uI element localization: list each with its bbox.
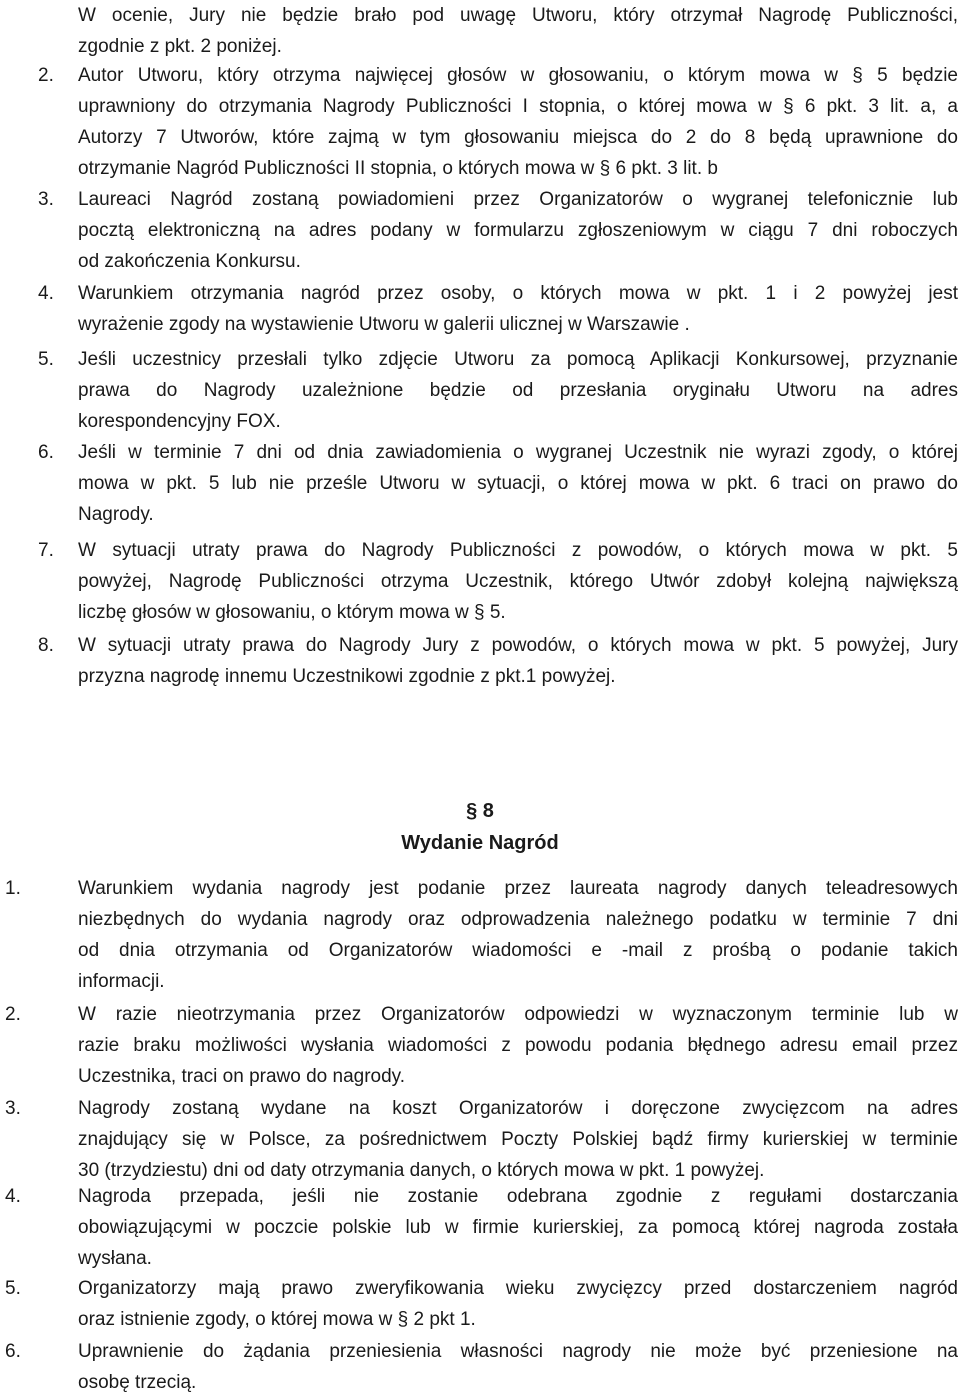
text-line: wyrażenie zgody na wystawienie Utworu w galerii ulicznej w Warszawie . xyxy=(78,314,690,335)
item-text xyxy=(78,184,958,277)
text-line: W ocenie, Jury nie będzie brało pod uwagę Utworu, który otrzymał Nagrodę Publiczności, xyxy=(78,5,958,26)
item-number: 3. xyxy=(38,189,54,210)
text-line: niezbędnych do wydania nagrody oraz odprowadzenia należnego podatku w terminie 7 dni xyxy=(78,909,958,930)
text-line: Jeśli w terminie 7 dni od dnia zawiadomienia o wygranej Uczestnik nie wyrazi zgody, o której xyxy=(78,442,958,463)
text-line: Organizatorzy mają prawo zweryfikowania wieku zwycięzcy przed dostarczeniem nagród xyxy=(78,1278,958,1299)
text-line: Warunkiem otrzymania nagród przez osoby, o których mowa w pkt. 1 i 2 powyżej jest xyxy=(78,283,958,304)
text-line: wysłana. xyxy=(78,1248,152,1269)
text-line: mowa w pkt. 5 lub nie prześle Utworu w sytuacji, o której mowa w pkt. 6 traci on prawo do xyxy=(78,473,958,494)
item-number: 6. xyxy=(38,442,54,463)
text-line: przyzna nagrodę innemu Uczestnikowi zgodnie z pkt.1 powyżej. xyxy=(78,666,616,687)
text-line: Uprawnienie do żądania przeniesienia własności nagrody nie może być przeniesione na xyxy=(78,1341,958,1362)
text-line: Nagrody zostaną wydane na koszt Organizatorów i doręczone zwycięzcom na adres xyxy=(78,1098,958,1119)
item-text xyxy=(78,630,958,692)
item-text xyxy=(78,999,958,1092)
item-text xyxy=(78,535,958,628)
text-line: Jeśli uczestnicy przesłali tylko zdjęcie Utworu za pomocą Aplikacji Konkursowej, przyznanie xyxy=(78,349,958,370)
item-text xyxy=(78,1181,958,1274)
text-line: Autor Utworu, który otrzyma najwięcej głosów w głosowaniu, o którym mowa w § 5 będzie xyxy=(78,65,958,86)
text-line: informacji. xyxy=(78,971,165,992)
text-line: znajdujący się w Polsce, za pośrednictwem Poczty Polskiej bądź firmy kurierskiej w terminie xyxy=(78,1129,958,1150)
text-line: otrzymanie Nagród Publiczności II stopnia, o których mowa w § 6 pkt. 3 lit. b xyxy=(78,158,718,179)
text-line: korespondencyjny FOX. xyxy=(78,411,281,432)
text-line: obowiązującymi w poczcie polskie lub w firmie kurierskiej, za pomocą której nagroda została xyxy=(78,1217,958,1238)
item-text xyxy=(78,0,958,62)
item-text xyxy=(78,1093,958,1186)
text-line: W sytuacji utraty prawa do Nagrody Jury z powodów, o których mowa w pkt. 5 powyżej, Jury xyxy=(78,635,958,656)
text-line: powyżej, Nagrodę Publiczności otrzyma Uczestnik, którego Utwór zdobył kolejną największą xyxy=(78,571,958,592)
item-number: 5. xyxy=(38,349,54,370)
item-number: 4. xyxy=(38,283,54,304)
text-line: 30 (trzydziestu) dni od daty otrzymania danych, o których mowa w pkt. 1 powyżej. xyxy=(78,1160,765,1181)
item-number: 4. xyxy=(5,1186,21,1207)
item-number: 3. xyxy=(5,1098,21,1119)
text-line: uprawniony do otrzymania Nagrody Publiczności I stopnia, o której mowa w § 6 pkt. 3 lit. a, a xyxy=(78,96,958,117)
text-line: Nagroda przepada, jeśli nie zostanie odebrana zgodnie z regułami dostarczania xyxy=(78,1186,958,1207)
item-text xyxy=(78,1336,958,1398)
item-number: 6. xyxy=(5,1341,21,1362)
text-line: W sytuacji utraty prawa do Nagrody Publiczności z powodów, o których mowa w pkt. 5 xyxy=(78,540,958,561)
item-text xyxy=(78,60,958,184)
item-text xyxy=(78,437,958,530)
text-line: oraz istnienie zgody, o której mowa w § 2 pkt 1. xyxy=(78,1309,476,1330)
text-line: zgodnie z pkt. 2 poniżej. xyxy=(78,36,282,57)
text-line: osobę trzecią. xyxy=(78,1372,197,1393)
text-line: razie braku możliwości wysłania wiadomości z powodu podania błędnego adresu email przez xyxy=(78,1035,958,1056)
item-text xyxy=(78,278,958,340)
item-text xyxy=(78,1273,958,1335)
item-number: 8. xyxy=(38,635,54,656)
item-number: 7. xyxy=(38,540,54,561)
text-line: Laureaci Nagród zostaną powiadomieni przez Organizatorów o wygranej telefonicznie lub xyxy=(78,189,958,210)
item-text xyxy=(78,873,958,997)
text-line: od zakończenia Konkursu. xyxy=(78,251,301,272)
section-number: § 8 xyxy=(466,800,494,822)
item-number: 5. xyxy=(5,1278,21,1299)
section-title: Wydanie Nagród xyxy=(401,832,559,854)
item-number: 1. xyxy=(5,878,21,899)
text-line: od dnia otrzymania od Organizatorów wiadomości e -mail z prośbą o podanie takich xyxy=(78,940,958,961)
text-line: pocztą elektroniczną na adres podany w formularzu zgłoszeniowym w ciągu 7 dni roboczych xyxy=(78,220,958,241)
item-text xyxy=(78,344,958,437)
text-line: W razie nieotrzymania przez Organizatorów odpowiedzi w wyznaczonym terminie lub w xyxy=(78,1004,958,1025)
text-line: prawa do Nagrody uzależnione będzie od przesłania oryginału Utworu na adres xyxy=(78,380,958,401)
text-line: Uczestnika, traci on prawo do nagrody. xyxy=(78,1066,406,1087)
item-number: 2. xyxy=(5,1004,21,1025)
text-line: Nagrody. xyxy=(78,504,154,525)
text-line: Warunkiem wydania nagrody jest podanie przez laureata nagrody danych teleadresowych xyxy=(78,878,958,899)
text-line: Autorzy 7 Utworów, które zajmą w tym głosowaniu miejsca do 2 do 8 będą uprawnione do xyxy=(78,127,958,148)
item-number: 2. xyxy=(38,65,54,86)
text-line: liczbę głosów w głosowaniu, o którym mowa w § 5. xyxy=(78,602,506,623)
